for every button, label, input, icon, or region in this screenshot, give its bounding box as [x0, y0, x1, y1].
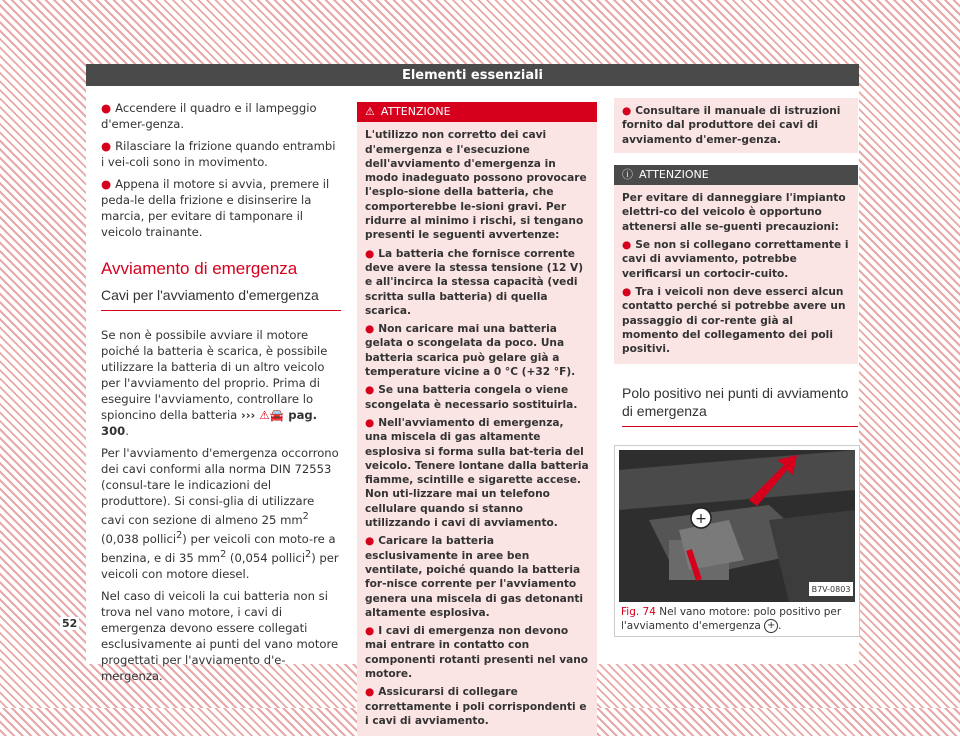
bullet-icon: ●	[622, 285, 632, 298]
section-title: Avviamento di emergenza	[101, 259, 298, 278]
bullet-icon: ●	[365, 247, 375, 260]
column-1	[101, 100, 341, 690]
list-item: ● Rilasciare la frizione quando entrambi i vei-coli sono in movimento.	[101, 139, 336, 169]
bullet-icon: ●	[101, 101, 112, 115]
bullet-icon: ●	[365, 686, 375, 699]
bullet-icon: ●	[365, 416, 375, 429]
warning-box	[357, 102, 597, 736]
notice-header: ⓘ ATTENZIONE	[614, 165, 858, 185]
notice-body: Per evitare di danneggiare l'impianto elettri-co del veicolo è opportuno attenersi alle se-guenti precauzioni: ● Se non si collegano correttamente i cavi di avviamento, potrebbe verificarsi un cortocir-cuito. ● Tra i veicoli non deve esserci alcun contatto perché si potrebbe avere un passaggio di cor-rente già al momento del collegamento dei poli positivi.	[622, 192, 849, 356]
bullet-icon: ●	[365, 323, 375, 336]
list-item: ● Appena il motore si avvia, premere il peda-le della frizione e disinserire la marcia, per evitare di tamponare il veicolo trainante.	[101, 177, 330, 239]
info-circle-icon: ⓘ	[622, 167, 633, 181]
page-reference-link[interactable]: ››› ⚠🚘 pag. 300	[101, 408, 318, 438]
list-item: ● Caricare la batteria esclusivamente in aree ben ventilate, poiché quando la batteria for-nisce corrente per l'avviamento genera una miscela di gas detonanti altamente esplosiva.	[365, 535, 584, 619]
list-item: ● Se una batteria congela o viene scongelata è necessario sostituirla.	[365, 384, 578, 411]
list-item: ● La batteria che fornisce corrente deve avere la stessa tensione (12 V) e all'incirca la stessa capacità (vedi scritta sulla batteria) di quella scarica.	[365, 247, 584, 317]
warning-header: ⚠ ATTENZIONE	[357, 102, 597, 122]
bullet-icon: ●	[365, 535, 375, 548]
page-header	[86, 64, 859, 86]
bullet-icon: ●	[101, 177, 112, 191]
warning-car-icon: ⚠🚘	[259, 408, 285, 422]
engine-bay-image	[619, 450, 855, 602]
section-title: Polo positivo nei punti di avviamento di emergenza	[622, 384, 858, 427]
figure-caption: Fig. 74 Nel vano motore: polo positivo per l'avviamento d'emergenza + .	[621, 606, 842, 633]
column-2	[357, 102, 597, 736]
warning-triangle-icon: ⚠	[365, 105, 375, 118]
svg-text:+: +	[695, 511, 707, 528]
figure	[614, 445, 860, 637]
list-item: ● Se non si collegano correttamente i cavi di avviamento, potrebbe verificarsi un cortocir-cuito.	[622, 239, 849, 280]
list-item: ● Nell'avviamento di emergenza, una miscela di gas altamente esplosiva si forma sulla bat-teria del veicolo. Tenere lontane dalla batteria fiamme, scintille e sigarette accese. Non uti-lizzare mai un telefono cellulare quando si stanno utilizzando i cavi di avviamento.	[365, 416, 589, 530]
engine-bay-illustration	[619, 450, 855, 602]
paragraph: Se non è possibile avviare il motore poiché la batteria è scarica, è possibile utilizzare la batteria di un altro veicolo per l'avviamento del proprio. Prima di eseguire l'avviamento, controllare lo spioncino della batteria ››› ⚠🚘 pag. 300.	[101, 328, 328, 438]
paragraph: Per l'avviamento d'emergenza occorrono dei cavi conformi alla norma DIN 72553 (consul-tare le indicazioni del produttore). Si consi-glia di utilizzare cavi con sezione di almeno 25 $mm^2$ (0,038 pollici$^2$) per veicoli con moto-re a benzina, e di 35 $mm^2$ (0,054 pollici$^2$) per veicoli con motore diesel.	[101, 446, 339, 581]
bullet-icon: ●	[101, 139, 112, 153]
paragraph: Nel caso di veicoli la cui batteria non si trova nel vano motore, i cavi di emergenza devono essere collegati esclusivamente ai punti del vano motore progettati per l'avviamento d'e-mergenza.	[101, 588, 339, 683]
plus-circle-icon: +	[764, 619, 778, 633]
list-item: ● I cavi di emergenza non devono mai entrare in contatto con componenti rotanti presenti nel vano motore.	[365, 625, 589, 680]
bullet-icon: ●	[622, 105, 632, 117]
page-number: 52	[62, 617, 78, 630]
notice-box	[614, 165, 858, 365]
figure-code: B7V-0803	[811, 585, 851, 595]
list-item: ● Assicurarsi di collegare correttamente i poli corrispondenti e i cavi di avviamento.	[365, 686, 587, 727]
header-title: Elementi essenziali	[401, 67, 544, 83]
column-3	[614, 98, 858, 637]
list-item: ● Accendere il quadro e il lampeggio d'emer-genza.	[101, 101, 317, 131]
warning-body: L'utilizzo non corretto dei cavi d'emergenza e l'esecuzione dell'avviamento d'emergenza in modo inadeguato possono provocare l'esplo-sione della batteria, che comporterebbe le-sioni gravi. Per ridurre al minimo i rischi, si tengano presenti le seguenti avvertenze: ● La batteria che fornisce corrente deve avere la stessa tensione (12 V) e all'incirca la stessa capacità (vedi scritta sulla batteria) di quella scarica. ● Non caricare mai una batteria gelata o scongelata da poco. Una batteria scarica può gelare già a temperature vicine a 0 °C (+32 °F). ● Se una batteria congela o viene scongelata è necessario sostituirla. ● Nell'avviamento di emergenza, una miscela di gas altamente esplosiva si forma sulla bat-teria del veicolo. Tenere lontane dalla batteria fiamme, scintille e sigarette accese. Non uti-lizzare mai un telefono cellulare quando si stanno utilizzando i cavi di avviamento. ● Caricare la batteria esclusivamente in aree ben ventilate, poiché quando la batteria for-nisce corrente per l'avviamento genera una miscela di gas detonanti altamente esplosiva. ● I cavi di emergenza non devono mai entrare in contatto con componenti rotanti presenti nel vano motore. ● Assicurarsi di collegare correttamente i poli corrispondenti e i cavi di avviamento.	[365, 129, 589, 727]
bullet-icon: ●	[622, 239, 632, 252]
bullet-icon: ●	[365, 625, 375, 638]
sub-title: Cavi per l'avviamento d'emergenza	[101, 286, 341, 311]
list-item: ● Tra i veicoli non deve esserci alcun contatto perché si potrebbe avere un passaggio di cor-rente già al momento del collegamento dei poli positivi.	[622, 285, 846, 356]
bullet-icon: ●	[365, 384, 375, 397]
list-item: ● Non caricare mai una batteria gelata o scongelata da poco. Una batteria scarica può gelare già a temperature vicine a 0 °C (+32 °F).	[365, 323, 576, 379]
warning-continuation: ● Consultare il manuale di istruzioni fornito dal produttore dei cavi di avviamento d'emer-genza.	[614, 98, 858, 153]
